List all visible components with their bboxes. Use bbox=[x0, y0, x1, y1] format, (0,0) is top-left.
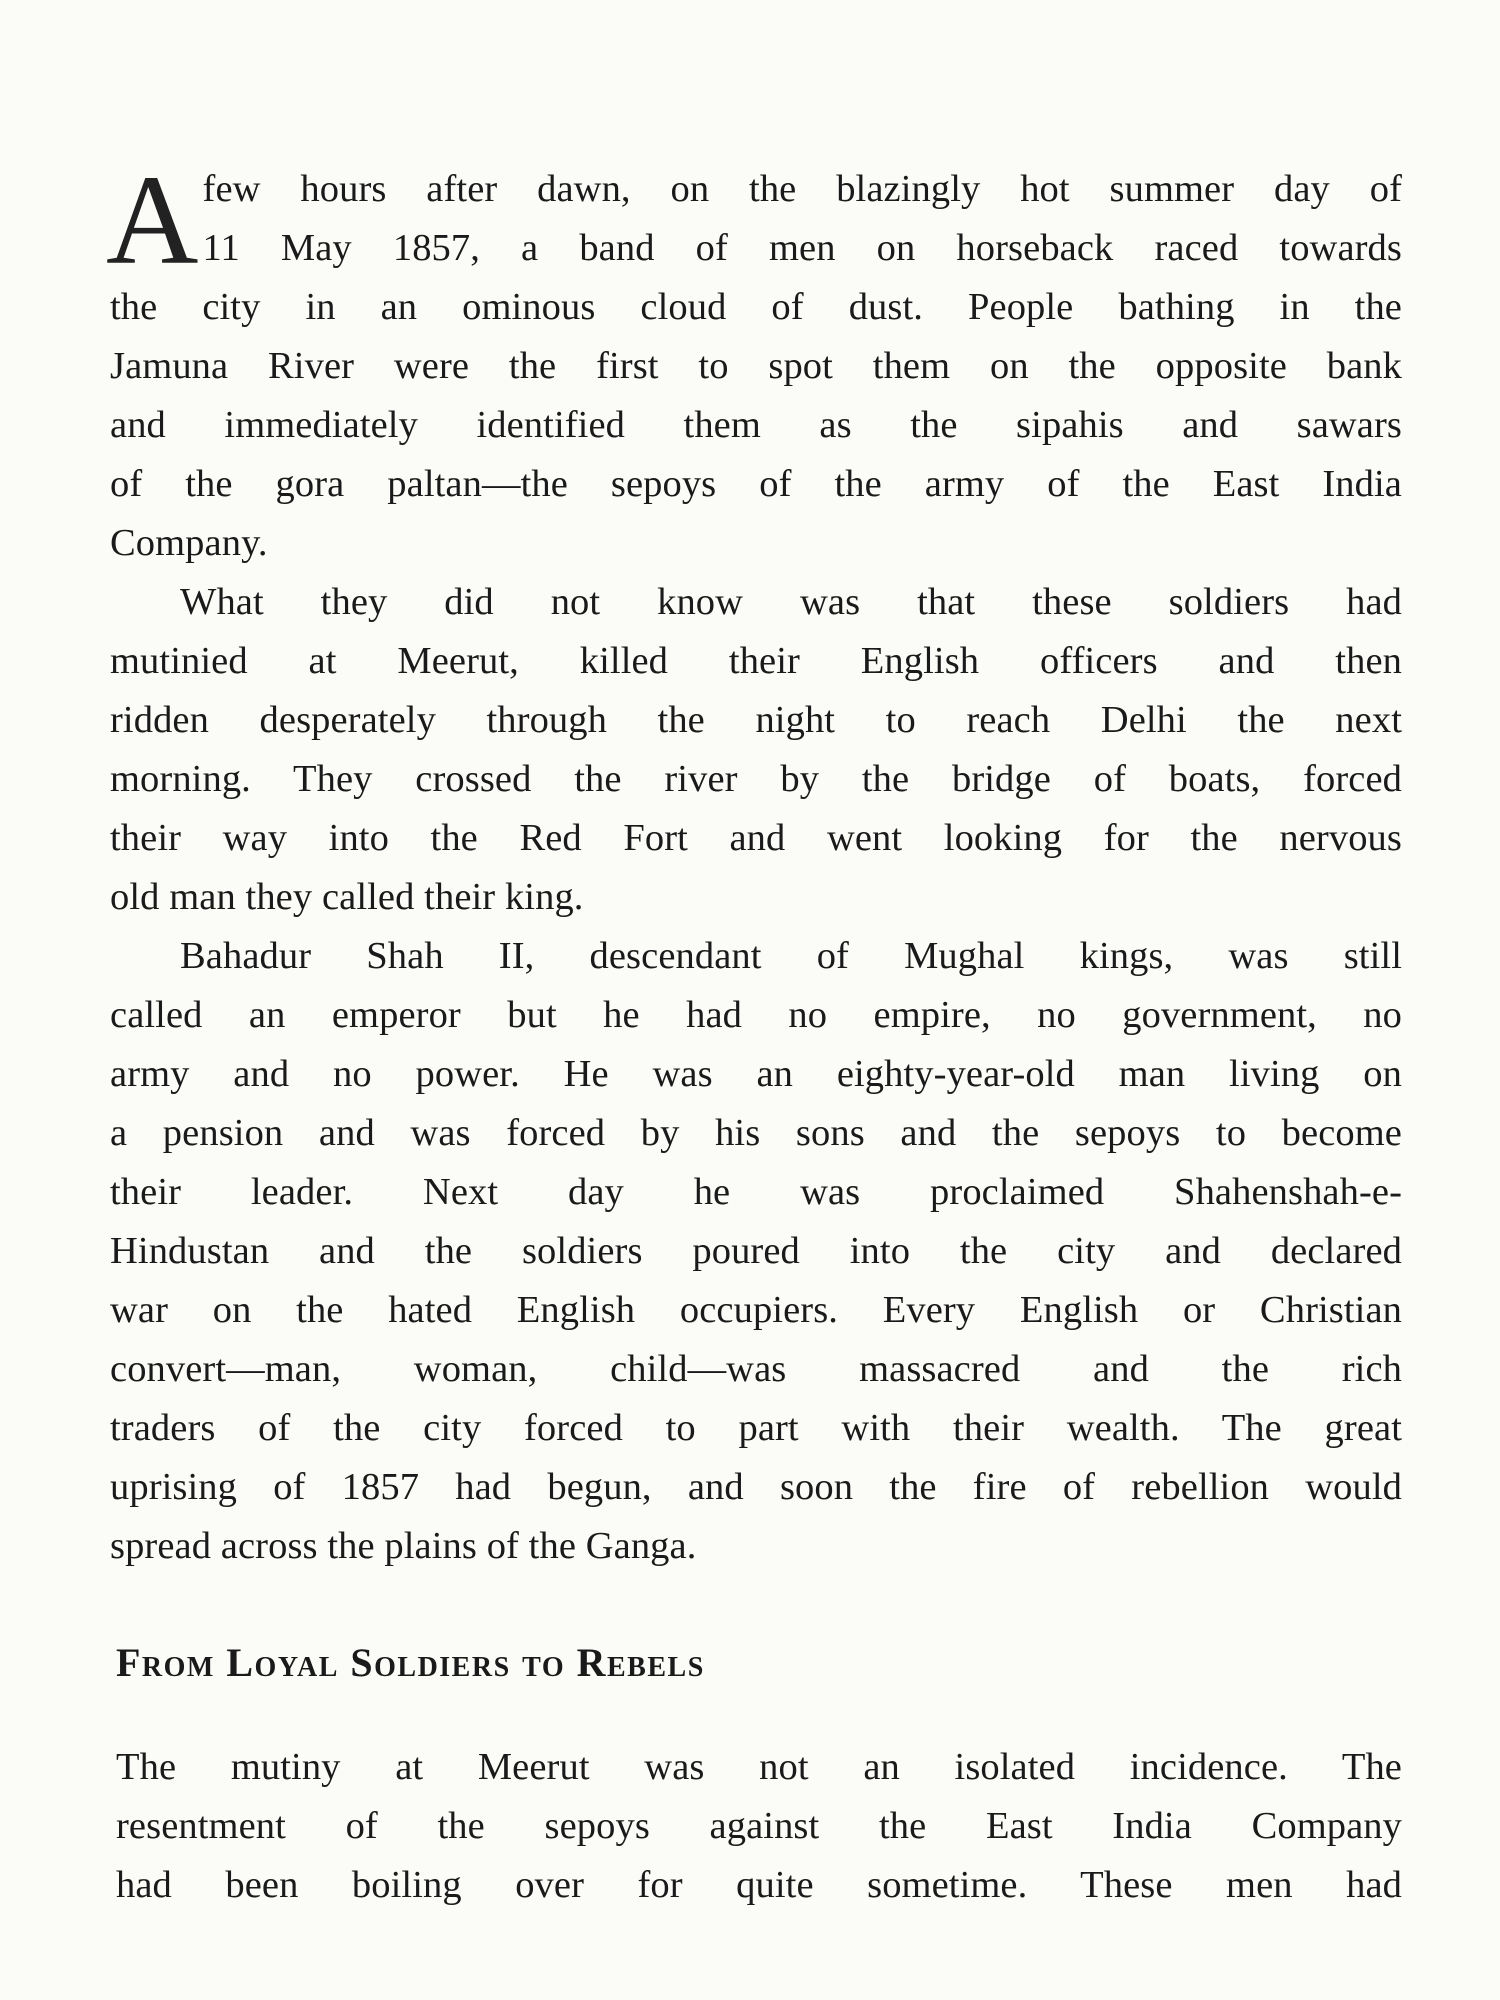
drop-cap: A bbox=[106, 149, 199, 291]
text-line: Jamuna River were the first to spot them on the opposite bank bbox=[110, 345, 1402, 387]
text-line: and immediately identified them as the sipahis and sawars bbox=[110, 404, 1402, 446]
text-line: their leader. Next day he was proclaimed Shahenshah-e- bbox=[110, 1171, 1402, 1213]
paragraph-bahadur-shah bbox=[110, 927, 1402, 1576]
text-line: convert—man, woman, child—was massacred and the rich bbox=[110, 1348, 1402, 1390]
text-line: morning. They crossed the river by the bridge of boats, forced bbox=[110, 758, 1402, 800]
text-line: ridden desperately through the night to reach Delhi the next bbox=[110, 699, 1402, 741]
text-line: old man they called their king. bbox=[110, 876, 584, 918]
text-line: The mutiny at Meerut was not an isolated incidence. The bbox=[116, 1746, 1402, 1788]
text-line: Bahadur Shah II, descendant of Mughal kings, was still bbox=[180, 935, 1402, 977]
intro-paragraph bbox=[106, 149, 1402, 573]
book-page bbox=[106, 149, 1402, 1915]
text-line: Company. bbox=[110, 522, 268, 564]
text-line: Hindustan and the soldiers poured into the city and declared bbox=[110, 1230, 1402, 1272]
section-heading: From Loyal Soldiers to Rebels bbox=[116, 1640, 705, 1685]
text-line: the city in an ominous cloud of dust. People bathing in the bbox=[110, 286, 1402, 328]
text-line: army and no power. He was an eighty-year-old man living on bbox=[110, 1053, 1402, 1095]
text-line: 11 May 1857, a band of men on horseback raced towards bbox=[202, 227, 1402, 269]
text-line: few hours after dawn, on the blazingly hot summer day of bbox=[202, 168, 1402, 210]
section-paragraph bbox=[116, 1738, 1402, 1915]
text-line: war on the hated English occupiers. Every English or Christian bbox=[110, 1289, 1402, 1331]
text-line: traders of the city forced to part with their wealth. The great bbox=[110, 1407, 1402, 1449]
text-line: What they did not know was that these soldiers had bbox=[180, 581, 1402, 623]
text-line: had been boiling over for quite sometime. These men had bbox=[116, 1864, 1402, 1906]
text-line: uprising of 1857 had begun, and soon the fire of rebellion would bbox=[110, 1466, 1402, 1508]
text-line: of the gora paltan—the sepoys of the army of the East India bbox=[110, 463, 1402, 505]
text-line: a pension and was forced by his sons and the sepoys to become bbox=[110, 1112, 1402, 1154]
text-line: called an emperor but he had no empire, no government, no bbox=[110, 994, 1402, 1036]
text-line: mutinied at Meerut, killed their English officers and then bbox=[110, 640, 1402, 682]
text-line: spread across the plains of the Ganga. bbox=[110, 1525, 697, 1567]
text-line: resentment of the sepoys against the East India Company bbox=[116, 1805, 1402, 1847]
paragraph-meerut bbox=[110, 573, 1402, 927]
text-line: their way into the Red Fort and went looking for the nervous bbox=[110, 817, 1402, 859]
